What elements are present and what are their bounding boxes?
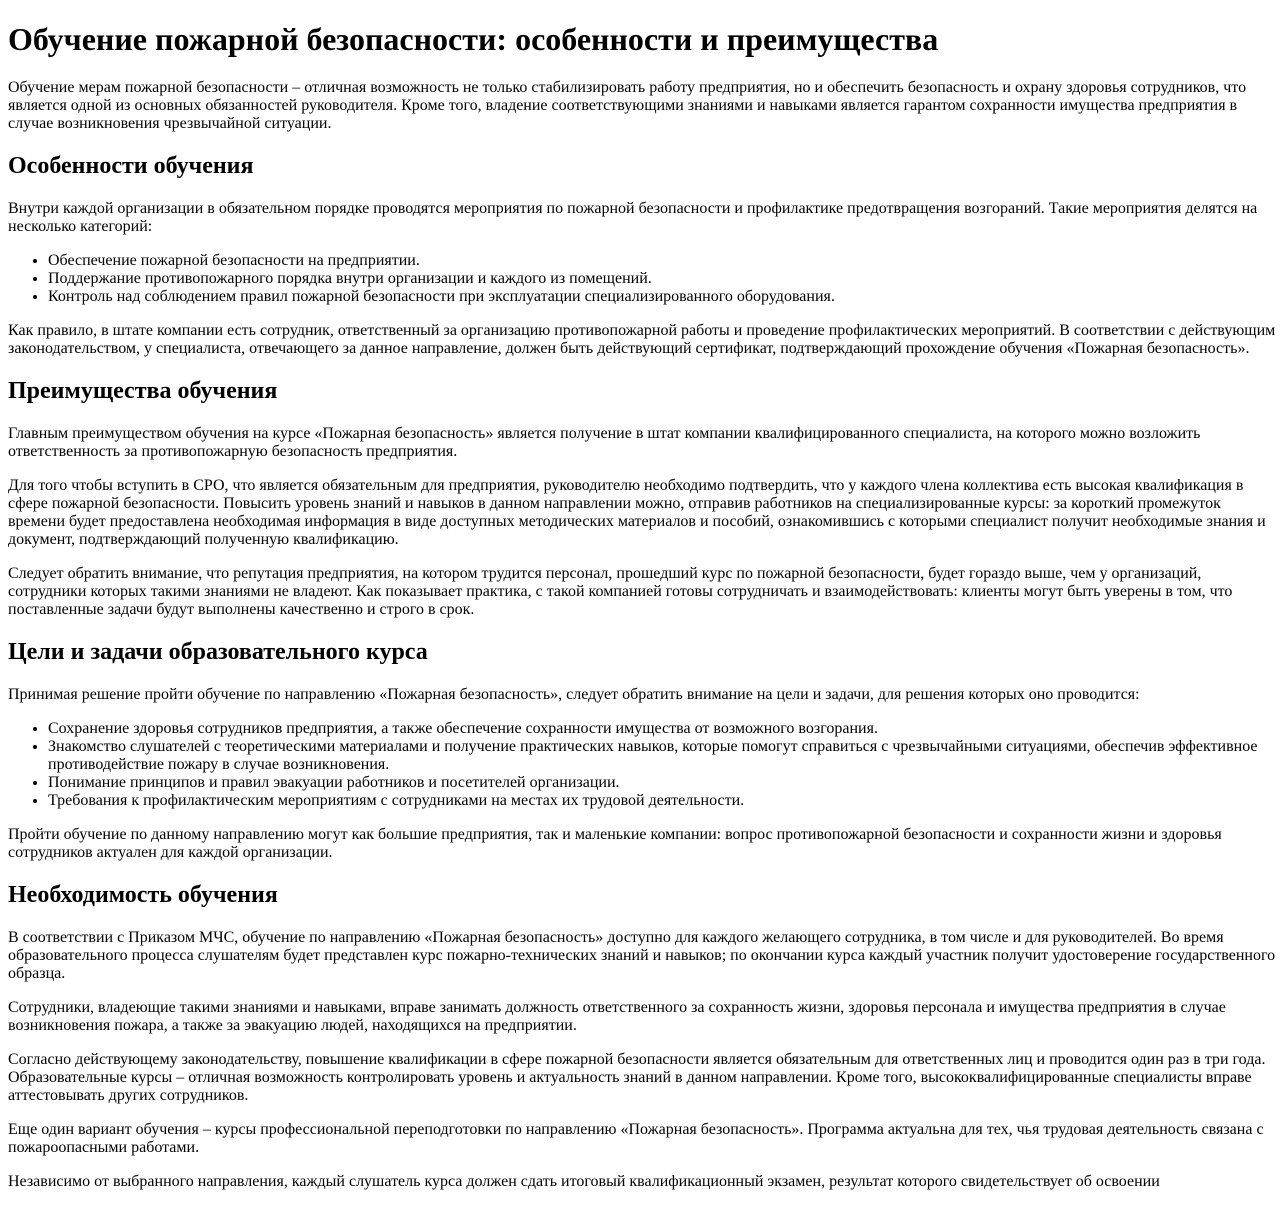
features-lead-paragraph: Внутри каждой организации в обязательном порядке проводятся мероприятия по пожарной безопасности и профилактике предотвращения возгораний. Такие мероприятия делятся на несколько категорий: [8,200,1258,235]
list-item: • Понимание принципов и правил эвакуации работников и посетителей организации. [48,774,1276,792]
page-title: Обучение пожарной безопасности: особенности и преимущества [8,21,939,57]
intro-paragraph: Обучение мерам пожарной безопасности – отличная возможность не только стабилизировать работу предприятия, но и обеспечить безопасность и охрану здоровья сотрудников, что является одной из основных обязанностей руководителя. Кроме того, владение соответствующими знаниями и навыками является гарантом сохранности имущества предприятия в случае возникновения чрезвычайной ситуации. [8,79,1247,132]
section-heading-necessity: Необходимость обучения [8,882,278,908]
goals-lead-paragraph: Принимая решение пройти обучение по направлению «Пожарная безопасность», следует обратить внимание на цели и задачи, для решения которых оно проводится: [8,686,1140,703]
list-item: • Обеспечение пожарной безопасности на предприятии. [48,252,1276,270]
necessity-paragraph: Согласно действующему законодательству, повышение квалификации в сфере пожарной безопасности является обязательным для ответственных лиц и проводится один раз в три года. Образовательные курсы – отличная возможность контролировать уровень и актуальность знаний в данном направлении. Кроме того, высококвалифицированные специалисты вправе аттестовывать других сотрудников. [8,1051,1266,1104]
necessity-paragraph: В соответствии с Приказом МЧС, обучение по направлению «Пожарная безопасность» доступно для каждого желающего сотрудника, в том числе и для руководителей. Во время образовательного процесса слушателям будет представлен курс пожарно-технических знаний и навыков; по окончании курса каждый участник получит удостоверение государственного образца. [8,929,1276,982]
features-after-paragraph: Как правило, в штате компании есть сотрудник, ответственный за организацию противопожарной работы и проведение профилактических мероприятий. В соответствии с действующим законодательством, у специалиста, отвечающего за данное направление, должен быть действующий сертификат, подтверждающий прохождение обучения «Пожарная безопасность». [8,322,1276,357]
list-item: • Контроль над соблюдением правил пожарной безопасности при эксплуатации специализированного оборудования. [48,288,1276,306]
advantages-paragraph: Главным преимуществом обучения на курсе «Пожарная безопасность» является получение в штат компании квалифицированного специалиста, на которого можно возложить ответственность за противопожарную безопасность предприятия. [8,425,1201,460]
advantages-paragraph: Для того чтобы вступить в СРО, что является обязательным для предприятия, руководителю необходимо подтвердить, что у каждого члена коллектива есть высокая квалификация в сфере пожарной безопасности. Повысить уровень знаний и навыков в данном направлении можно, отправив работников на специализированные курсы: за короткий промежуток времени будет предоставлена необходимая информация в виде доступных методических материалов и пособий, ознакомившись с которыми специалист получит необходимые знания и документ, подтверждающий полученную квалификацию. [8,477,1266,548]
section-heading-features: Особенности обучения [8,153,254,179]
article [0,21,1284,1191]
goals-after-paragraph: Пройти обучение по данному направлению могут как большие предприятия, так и маленькие компании: вопрос противопожарной безопасности и сохранности жизни и здоровья сотрудников актуален для каждой организации. [8,826,1222,861]
necessity-paragraph: Еще один вариант обучения – курсы профессиональной переподготовки по направлению «Пожарная безопасность». Программа актуальна для тех, чья трудовая деятельность связана с пожароопасными работами. [8,1121,1264,1156]
list-item: • Знакомство слушателей с теоретическими материалами и получение практических навыков, которые помогут справиться с чрезвычайными ситуациями, обеспечив эффективное противодействие пожару в случае возникновения. [48,738,1276,774]
features-list [8,252,1276,306]
necessity-paragraph: Независимо от выбранного направления, каждый слушатель курса должен сдать итоговый квалификационный экзамен, результат которого свидетельствует об освоении [8,1173,1160,1190]
section-heading-goals: Цели и задачи образовательного курса [8,639,428,665]
advantages-paragraph: Следует обратить внимание, что репутация предприятия, на котором трудится персонал, прошедший курс по пожарной безопасности, будет гораздо выше, чем у организаций, сотрудники которых такими знаниями не владеют. Как показывает практика, с такой компанией готовы сотрудничать и взаимодействовать: клиенты могут быть уверены в том, что поставленные задачи будут выполнены качественно и строго в срок. [8,565,1233,618]
necessity-paragraph: Сотрудники, владеющие такими знаниями и навыками, вправе занимать должность ответственного за сохранность жизни, здоровья персонала и имущества предприятия в случае возникновения пожара, а также за эвакуацию людей, находящихся на предприятии. [8,999,1226,1034]
section-heading-advantages: Преимущества обучения [8,378,278,404]
goals-list [8,720,1276,810]
list-item: • Требования к профилактическим мероприятиям с сотрудниками на местах их трудовой деятельности. [48,792,1276,810]
list-item: • Сохранение здоровья сотрудников предприятия, а также обеспечение сохранности имущества от возможного возгорания. [48,720,1276,738]
list-item: • Поддержание противопожарного порядка внутри организации и каждого из помещений. [48,270,1276,288]
